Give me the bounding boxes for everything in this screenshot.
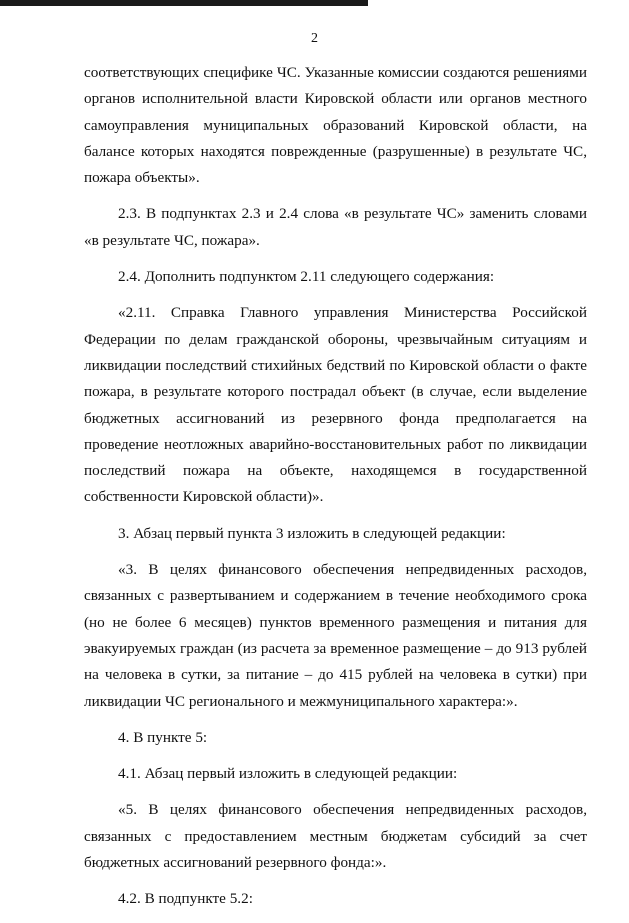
paragraph-2-4: 2.4. Дополнить подпунктом 2.11 следующего содержания: [118, 268, 495, 286]
paragraph-5-quote: «5. В целях финансового обеспечения непредвиденных расходов, связанных с предоставлением местным бюджетам субсидий за счет бюджетных ассигнований резервного фонда:». [84, 801, 587, 872]
paragraph-2-3: 2.3. В подпунктах 2.3 и 2.4 слова «в результате ЧС» заменить словами «в результате ЧС, пожара». [84, 205, 587, 249]
paragraph-4-2: 4.2. В подпункте 5.2: [118, 890, 253, 908]
top-edge-rule [0, 0, 368, 6]
page-number: 2 [311, 31, 318, 46]
paragraph-3: 3. Абзац первый пункта 3 изложить в следующей редакции: [118, 524, 506, 542]
paragraph-commissions: соответствующих специфике ЧС. Указанные комиссии создаются решениями органов исполнительной власти Кировской области или органов местного самоуправления муниципальных образований Кировской области, на балансе которых находятся поврежденные (разрушенные) в результате ЧС, пожара объекты». [84, 64, 587, 187]
paragraph-2-11: «2.11. Справка Главного управления Министерства Российской Федерации по делам гражданской обороны, чрезвычайным ситуациям и ликвидации последствий стихийных бедствий по Кировской области о факте пожара, в результате которого пострадал объект (в случае, если выделение бюджетных ассигнований из резервного фонда предполагается на проведение неотложных аварийно-восстановительных работ по ликвидации последствий пожара на объекте, находящемся в государственной собственности Кировской области)». [84, 304, 587, 506]
paragraph-4: 4. В пункте 5: [118, 728, 208, 746]
paragraph-3-quote: «3. В целях финансового обеспечения непредвиденных расходов, связанных с развертыванием и содержанием в течение необходимого срока (но не более 6 месяцев) пунктов временного размещения и питания для эвакуируемых граждан (из расчета за временное размещение – до 913 рублей на человека в сутки, за питание – до 415 рублей на человека в сутки) при ликвидации ЧС регионального и межмуниципального характера:». [84, 561, 587, 710]
paragraph-4-1: 4.1. Абзац первый изложить в следующей редакции: [118, 765, 458, 783]
document-body [84, 60, 587, 923]
